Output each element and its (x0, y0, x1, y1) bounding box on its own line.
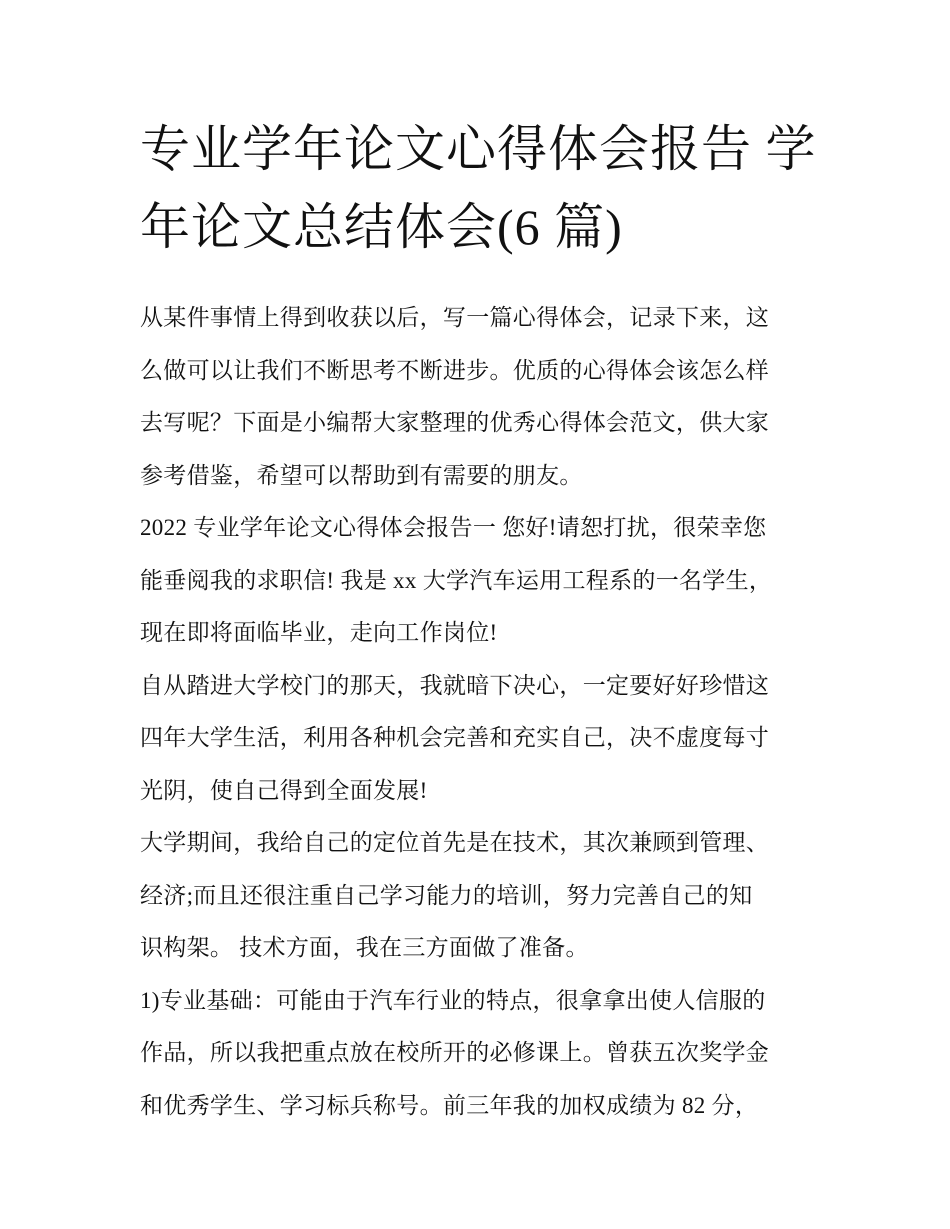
body-line-9: 四年大学生活，利用各种机会完善和充实自己，决不虚度每寸 (140, 725, 770, 750)
document-body (140, 292, 820, 1132)
body-line-12: 经济;而且还很注重自己学习能力的培训，努力完善自己的知 (140, 882, 753, 908)
document-page (140, 110, 820, 1132)
body-line-6: 能垂阅我的求职信! 我是 xx 大学汽车运用工程系的一名学生， (140, 567, 773, 593)
body-line-4: 参考借鉴，希望可以帮助到有需要的朋友。 (140, 462, 583, 488)
body-line-7: 现在即将面临毕业，走向工作岗位! (140, 620, 498, 645)
body-line-13: 识构架。 技术方面，我在三方面做了准备。 (140, 935, 589, 960)
body-line-2: 么做可以让我们不断思考不断进步。优质的心得体会该怎么样 (140, 357, 770, 383)
body-line-10: 光阴，使自己得到全面发展! (140, 777, 428, 803)
body-line-5: 2022 专业学年论文心得体会报告一 您好!请恕打扰，很荣幸您 (140, 515, 767, 540)
body-line-11: 大学期间，我给自己的定位首先是在技术，其次兼顾到管理、 (140, 830, 770, 855)
title-line-2: 年论文总结体会(6 篇) (140, 199, 623, 255)
body-line-16: 和优秀学生、学习标兵称号。前三年我的加权成绩为 82 分， (140, 1092, 759, 1118)
title-line-1: 专业学年论文心得体会报告 学 (140, 121, 817, 177)
body-line-8: 自从踏进大学校门的那天，我就暗下决心，一定要好好珍惜这 (140, 672, 770, 698)
document-title (140, 110, 820, 266)
body-line-14: 1)专业基础：可能由于汽车行业的特点，很拿拿出使人信服的 (140, 987, 766, 1013)
body-line-15: 作品，所以我把重点放在校所开的必修课上。曾获五次奖学金 (140, 1040, 770, 1065)
body-line-3: 去写呢？下面是小编帮大家整理的优秀心得体会范文，供大家 (140, 410, 770, 435)
body-line-1: 从某件事情上得到收获以后，写一篇心得体会，记录下来，这 (140, 305, 770, 330)
